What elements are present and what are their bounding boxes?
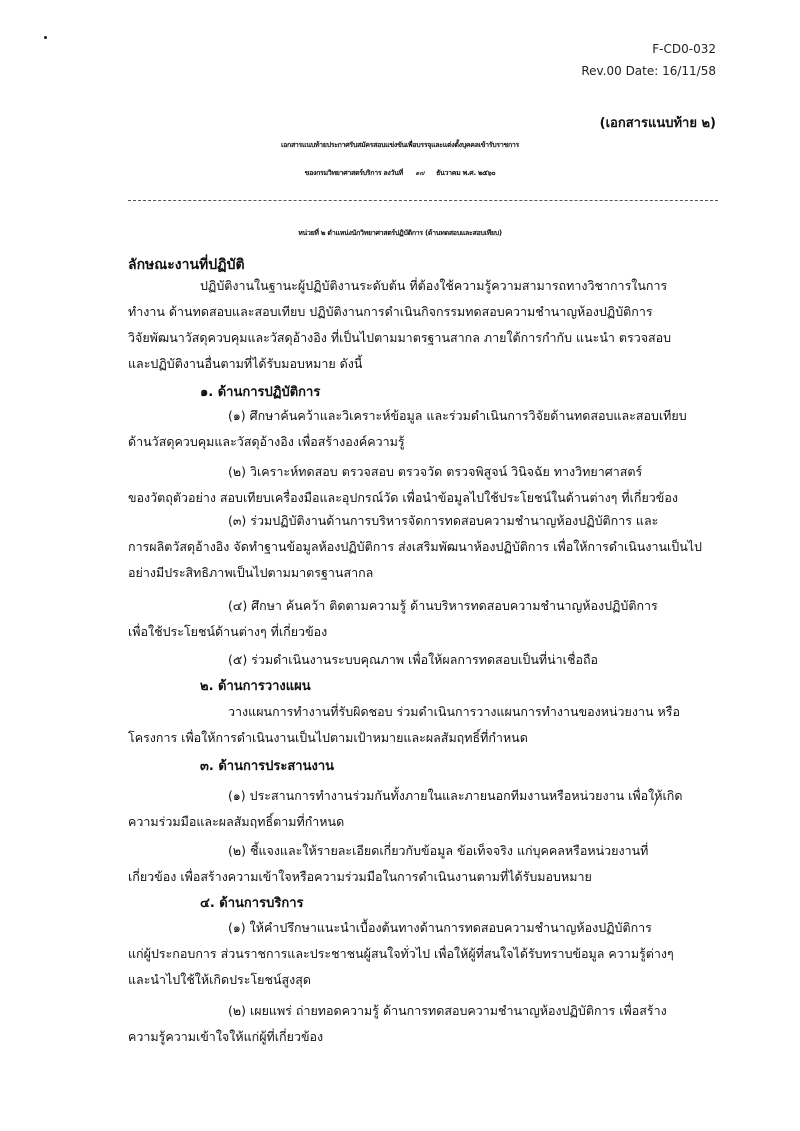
item-line: ความรู้ความเข้าใจให้แก่ผู้ที่เกี่ยวข้อง bbox=[128, 1029, 324, 1044]
doc-number: F-CD0-032 bbox=[652, 42, 716, 56]
item-line: (๔) ศึกษา ค้นคว้า ติดตามความรู้ ด้านบริหารทดสอบความชำนาญห้องปฏิบัติการ bbox=[228, 598, 658, 613]
item-line: (๒) เผยแพร่ ถ่ายทอดความรู้ ด้านการทดสอบความชำนาญห้องปฏิบัติการ เพื่อสร้าง bbox=[228, 1003, 667, 1018]
item-line: (๕) ร่วมดำเนินงานระบบคุณภาพ เพื่อให้ผลการทดสอบเป็นที่น่าเชื่อถือ bbox=[228, 652, 599, 667]
document-code bbox=[581, 38, 716, 82]
heading-operations: ๑. ด้านการปฏิบัติการ bbox=[200, 385, 321, 400]
item-line: (๒) ชี้แจงและให้รายละเอียดเกี่ยวกับข้อมูล ข้อเท็จจริง แก่บุคคลหรือหน่วยงานที่ bbox=[228, 843, 649, 858]
title-prefix: ของกรมวิทยาศาสตร์บริการ ลงวันที่ bbox=[304, 169, 403, 177]
item-line: (๒) วิเคราะห์ทดสอบ ตรวจสอบ ตรวจวัด ตรวจพิสูจน์ วินิจฉัย ทางวิทยาศาสตร์ bbox=[228, 464, 643, 479]
intro-line: ปฏิบัติงานในฐานะผู้ปฏิบัติงานระดับต้น ที่ต้องใช้ความรู้ความสามารถทางวิชาการในการ bbox=[200, 278, 668, 293]
heading-planning: ๒. ด้านการวางแผน bbox=[200, 679, 311, 694]
item-line: (๑) ให้คำปรึกษาแนะนำเบื้องต้นทางด้านการทดสอบความชำนาญห้องปฏิบัติการ bbox=[228, 920, 652, 935]
heading-coordination: ๓. ด้านการประสานงาน bbox=[200, 759, 335, 774]
item-line: และนำไปใช้ให้เกิดประโยชน์สูงสุด bbox=[128, 972, 312, 987]
item-line: เพื่อใช้ประโยชน์ด้านต่างๆ ที่เกี่ยวข้อง bbox=[128, 624, 328, 639]
item-line: โครงการ เพื่อให้การดำเนินงานเป็นไปตามเป้าหมายและผลสัมฤทธิ์ที่กำหนด bbox=[128, 730, 528, 745]
title-line-2 bbox=[0, 168, 800, 179]
section-title: ลักษณะงานที่ปฏิบัติ bbox=[128, 257, 245, 273]
item-line: วางแผนการทำงานที่รับผิดชอบ ร่วมดำเนินการวางแผนการทำงานของหน่วยงาน หรือ bbox=[228, 704, 680, 719]
item-line: การผลิตวัสดุอ้างอิง จัดทำฐานข้อมูลห้องปฏิบัติการ ส่งเสริมพัฒนาห้องปฏิบัติการ เพื่อให้การดำเนินงานเป็นไป bbox=[128, 539, 702, 554]
intro-line: ทำงาน ด้านทดสอบและสอบเทียบ ปฏิบัติงานการดำเนินกิจกรรมทดสอบความชำนาญห้องปฏิบัติการ bbox=[128, 304, 653, 319]
title-day: ๑๗ bbox=[414, 169, 425, 177]
revision-date: Rev.00 Date: 16/11/58 bbox=[581, 64, 716, 78]
intro-line: และปฏิบัติงานอื่นตามที่ได้รับมอบหมาย ดังนี้ bbox=[128, 356, 363, 371]
item-line: ของวัตถุตัวอย่าง สอบเทียบเครื่องมือและอุปกรณ์วัด เพื่อนำข้อมูลไปใช้ประโยชน์ในด้านต่างๆ ที่เกี่ยวข้อง bbox=[128, 490, 678, 505]
title-month-year: ธันวาคม พ.ศ. ๒๕๖๐ bbox=[436, 169, 496, 177]
item-line: เกี่ยวข้อง เพื่อสร้างความเข้าใจหรือความร่วมมือในการดำเนินงานตามที่ได้รับมอบหมาย bbox=[128, 869, 592, 884]
item-line: (๑) ศึกษาค้นคว้าและวิเคราะห์ข้อมูล และร่วมดำเนินการวิจัยด้านทดสอบและสอบเทียบ bbox=[228, 408, 687, 423]
attachment-label: (เอกสารแนบท้าย ๒) bbox=[599, 116, 716, 131]
item-line: ความร่วมมือและผลสัมฤทธิ์ตามที่กำหนด bbox=[128, 814, 345, 829]
unit-title: หน่วยที่ ๒ ตำแหน่งนักวิทยาศาสตร์ปฏิบัติการ (ด้านทดสอบและสอบเทียบ) bbox=[298, 229, 502, 237]
title-line-1: เอกสารแนบท้ายประกาศรับสมัครสอบแข่งขันเพื่อบรรจุและแต่งตั้งบุคคลเข้ารับราชการ bbox=[281, 141, 519, 149]
heading-service: ๔. ด้านการบริการ bbox=[200, 896, 304, 911]
intro-line: วิจัยพัฒนาวัสดุควบคุมและวัสดุอ้างอิง ที่เป็นไปตามมาตรฐานสากล ภายใต้การกำกับ แนะนำ ตรวจสอบ bbox=[128, 330, 672, 345]
dashed-separator bbox=[128, 200, 718, 201]
item-line: อย่างมีประสิทธิภาพเป็นไปตามมาตรฐานสากล bbox=[128, 565, 374, 580]
scan-speck bbox=[44, 36, 47, 39]
item-line: (๓) ร่วมปฏิบัติงานด้านการบริหารจัดการทดสอบความชำนาญห้องปฏิบัติการ และ bbox=[228, 513, 659, 528]
item-line: (๑) ประสานการทำงานร่วมกันทั้งภายในและภายนอกทีมงานหรือหน่วยงาน เพื่อให้เกิด bbox=[228, 788, 683, 803]
item-line: ด้านวัสดุควบคุมและวัสดุอ้างอิง เพื่อสร้างองค์ความรู้ bbox=[128, 434, 405, 449]
item-line: แก่ผู้ประกอบการ ส่วนราชการและประชาชนผู้สนใจทั่วไป เพื่อให้ผู้ที่สนใจได้รับทราบข้อมูล ความรู้ต่างๆ bbox=[128, 946, 674, 961]
